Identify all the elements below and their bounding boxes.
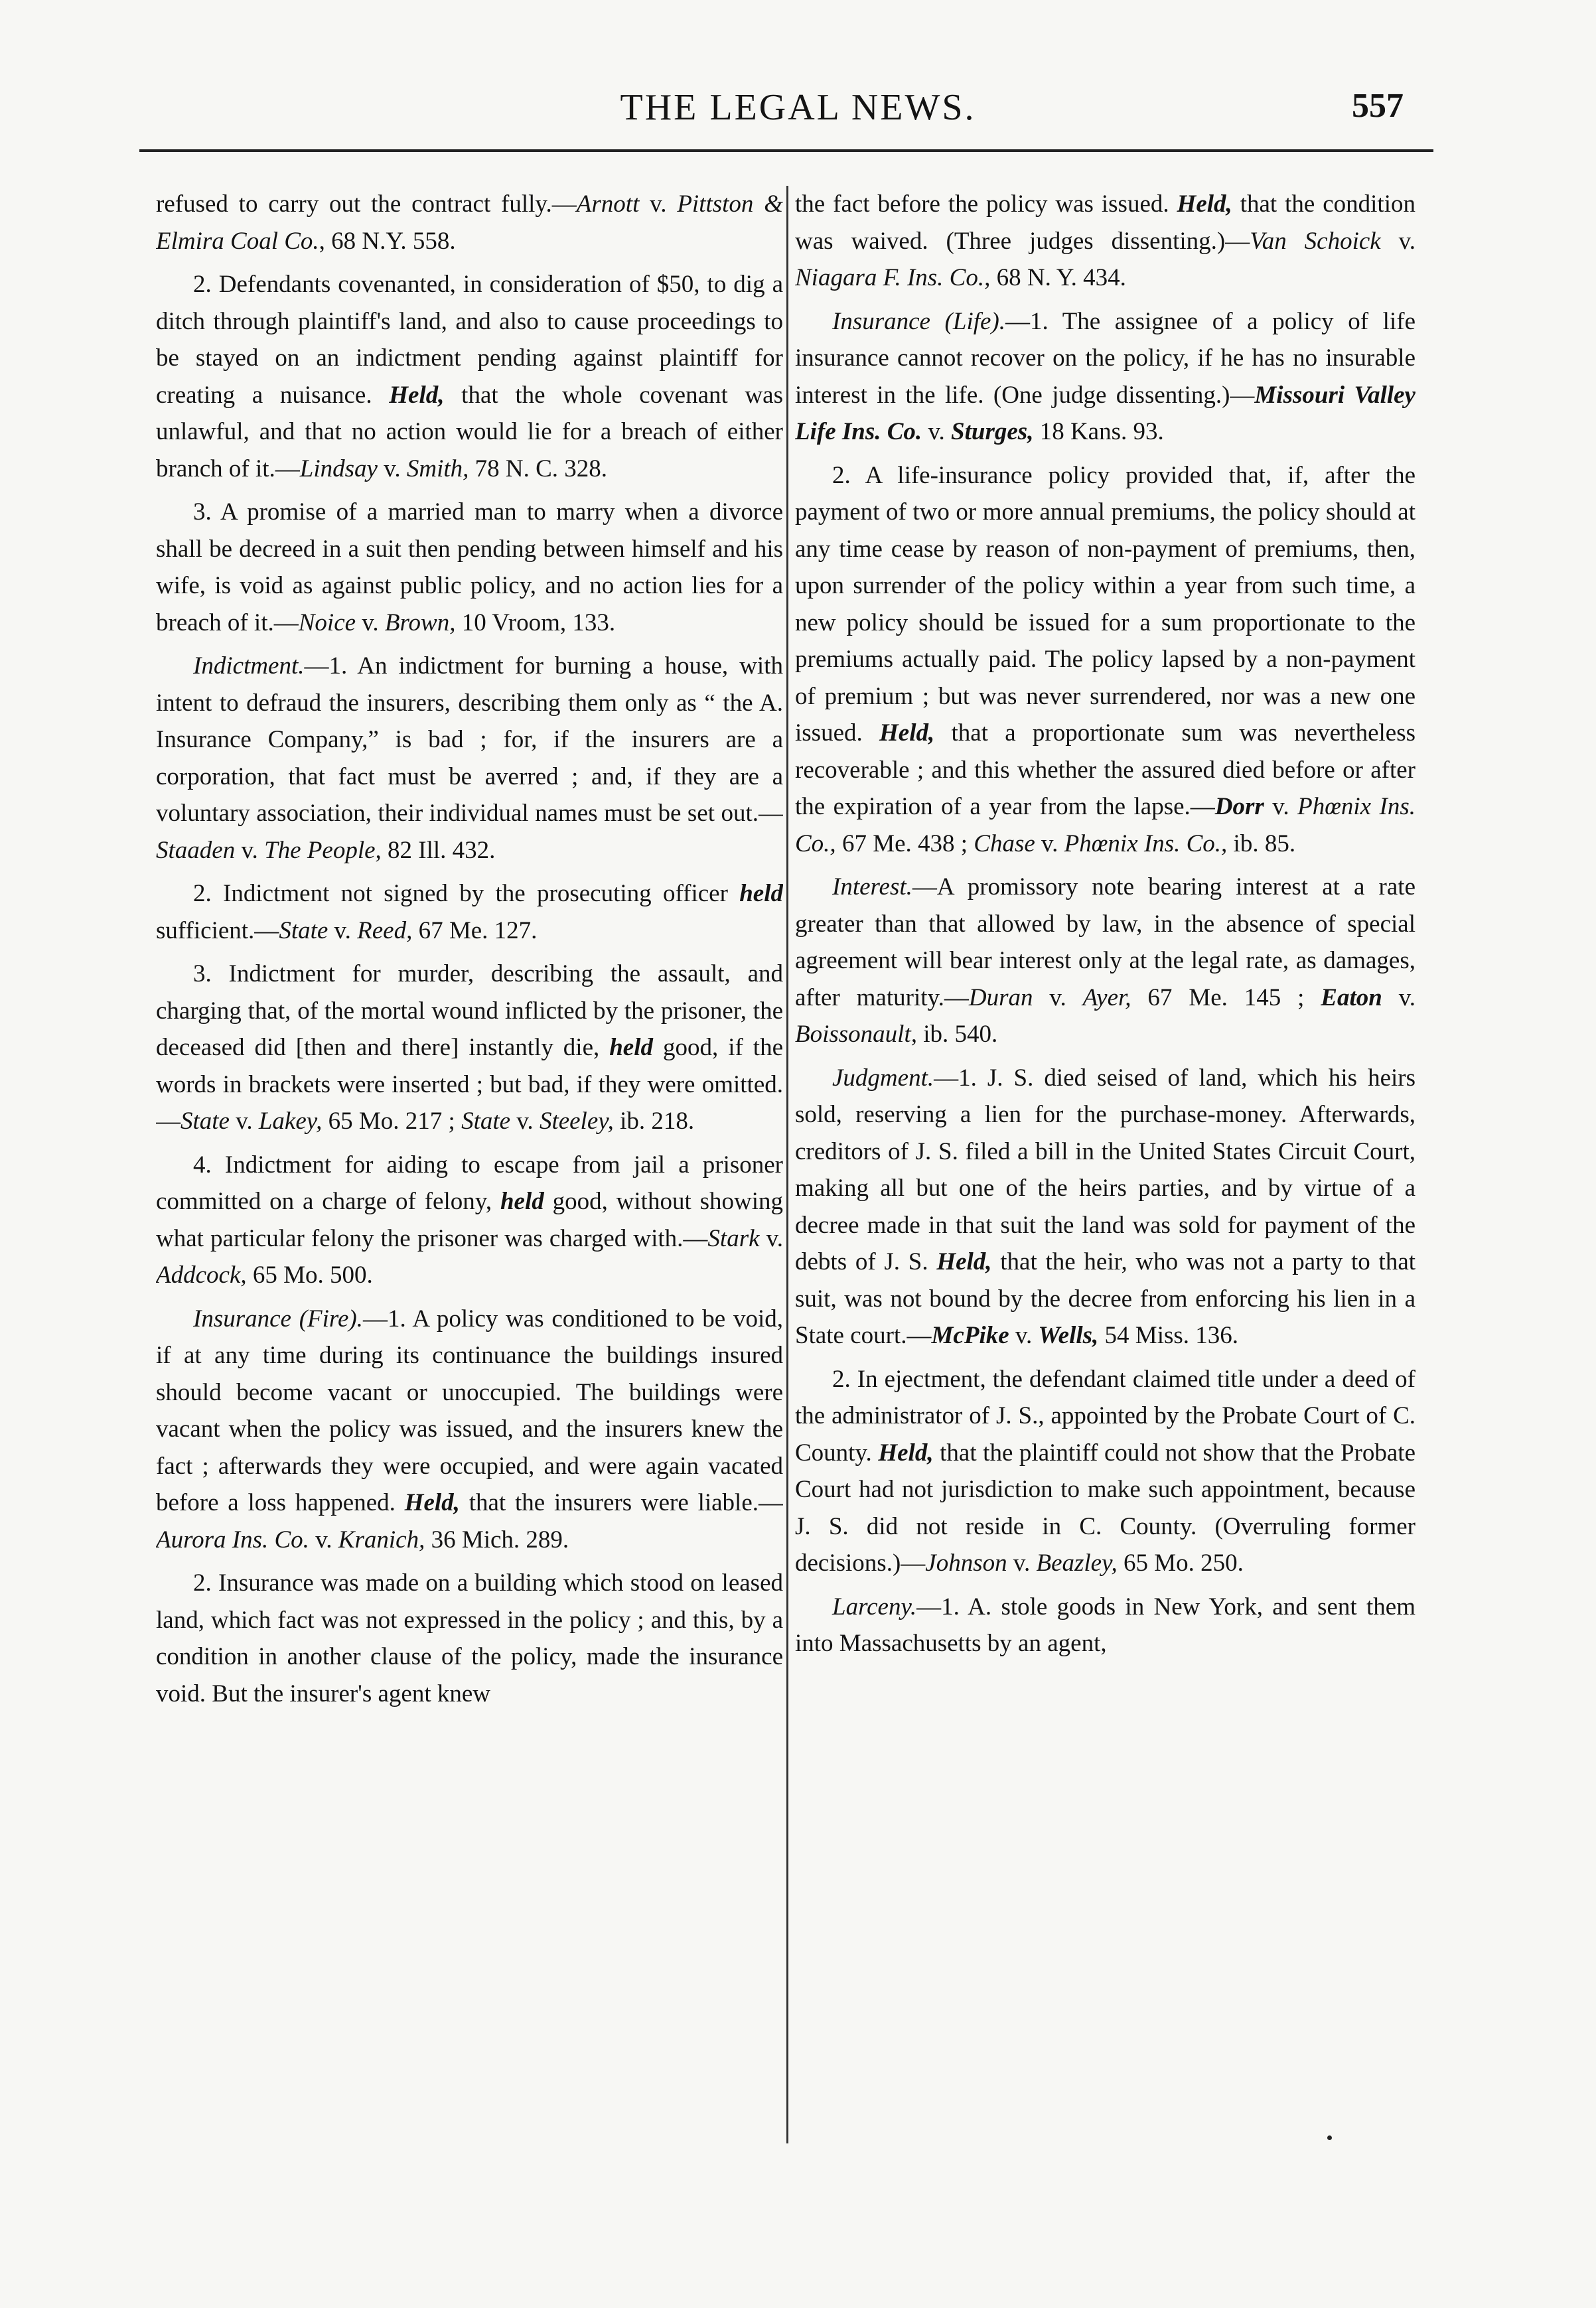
paragraph: 2. Insurance was made on a building which stood on leased land, which fact was not expressed in the policy ; and this, by a condition in another clause of the policy, made the insurance void. But the insurer's agent knew <box>156 1569 783 1707</box>
section-heading: Larceny. <box>832 1593 917 1621</box>
paragraph: 2. A life-insurance policy provided that, if, after the payment of two or more annual premiums, the policy should at any time cease by reason of non-payment of premiums, then, upon surrender of the policy within a year from such time, a new policy should be issued for a sum proportionate to the premiums actually paid. The policy lapsed by a non-payment of premium ; but was never surrendered, nor was a new one issued. Held, that a proportionate sum was nevertheless recoverable ; and this whether the assured died before or after the expiration of a year from the lapse.—Dorr v. Phœnix Ins. Co., 67 Me. 438 ; Chase v. Phœnix Ins. Co., ib. 85. <box>795 461 1415 857</box>
page-header <box>0 86 1596 153</box>
section-heading: Interest. <box>832 873 912 901</box>
paragraph: 2. Defendants covenanted, in consideration of $50, to dig a ditch through plaintiff's land, and also to cause proceedings to be stayed on an indictment pending against plaintiff for creating a nuisance. Held, that the whole covenant was unlawful, and that no action would lie for a breach of either branch of it.—Lindsay v. Smith, 78 N. C. 328. <box>156 271 783 482</box>
paragraph: the fact before the policy was issued. Held, that the condition was waived. (Three judges dissenting.)—Van Schoick v. Niagara F. Ins. Co., 68 N. Y. 434. <box>795 190 1415 291</box>
paragraph: 2. Indictment not signed by the prosecuting officer held sufficient.—State v. Reed, 67 Me. 127. <box>156 880 783 944</box>
section-heading: Judgment. <box>832 1064 934 1092</box>
header-rule <box>139 149 1433 152</box>
section-heading: Indictment. <box>193 652 305 680</box>
paragraph: Larceny.—1. A. stole goods in New York, and sent them into Massachusetts by an agent, <box>795 1593 1415 1657</box>
ink-mark <box>1327 2135 1332 2140</box>
paragraph: Insurance (Life).—1. The assignee of a policy of life insurance cannot recover on the policy, if he has no insurable interest in the life. (One judge dissenting.)—Missouri Valley Life Ins. Co. v. Sturges, 18 Kans. 93. <box>795 307 1415 445</box>
page-title: THE LEGAL NEWS. <box>620 87 976 128</box>
paragraph: 4. Indictment for aiding to escape from jail a prisoner committed on a charge of felony, held good, without showing what particular felony the prisoner was charged with.—Stark v. Addcock, 65 Mo. 500. <box>156 1151 783 1289</box>
paragraph: 3. A promise of a married man to marry when a divorce shall be decreed in a suit then pending between himself and his wife, is void as against public policy, and no action lies for a breach of it.—Noice v. Brown, 10 Vroom, 133. <box>156 498 783 636</box>
paragraph: Insurance (Fire).—1. A policy was conditioned to be void, if at any time during its continuance the buildings insured should become vacant or unoccupied. The buildings were vacant when the policy was issued, and the insurers knew the fact ; afterwards they were occupied, and were again vacated before a loss happened. Held, that the insurers were liable.—Aurora Ins. Co. v. Kranich, 36 Mich. 289. <box>156 1305 783 1553</box>
paragraph: refused to carry out the contract fully.—Arnott v. Pittston & Elmira Coal Co., 68 N.Y. 558. <box>156 190 783 255</box>
paragraph: 2. In ejectment, the defendant claimed title under a deed of the administrator of J. S., appointed by the Probate Court of C. County. Held, that the plaintiff could not show that the Probate Court had not jurisdiction to make such appointment, because J. S. did not reside in C. County. (Overruling former decisions.)—Johnson v. Beazley, 65 Mo. 250. <box>795 1365 1415 1577</box>
column-divider <box>786 186 788 2143</box>
page-number: 557 <box>1352 87 1404 125</box>
left-column <box>156 186 783 2210</box>
paragraph: Interest.—A promissory note bearing interest at a rate greater than that allowed by law, in the absence of special agreement will bear interest only at the legal rate, as damages, after maturity.—Duran v. Ayer, 67 Me. 145 ; Eaton v. Boissonault, ib. 540. <box>795 873 1415 1048</box>
right-column <box>795 186 1415 2210</box>
paragraph: Indictment.—1. An indictment for burning a house, with intent to defraud the insurers, describing them only as “ the A. Insurance Company,” is bad ; for, if the insurers are a corporation, that fact must be averred ; and, if they are a voluntary association, their individual names must be set out.—Staaden v. The People, 82 Ill. 432. <box>156 652 783 864</box>
paragraph: Judgment.—1. J. S. died seised of land, which his heirs sold, reserving a lien for the purchase-money. Afterwards, creditors of J. S. filed a bill in the United States Circuit Court, making all but one of the heirs parties, and by virtue of a decree made in that suit the land was sold for payment of the debts of J. S. Held, that the heir, who was not a party to that suit, was not bound by the decree from enforcing his lien in a State court.—McPike v. Wells, 54 Miss. 136. <box>795 1064 1415 1349</box>
section-heading: Insurance (Fire). <box>193 1305 363 1333</box>
section-heading: Insurance (Life). <box>832 307 1006 335</box>
paragraph: 3. Indictment for murder, describing the assault, and charging that, of the mortal wound inflicted by the prisoner, the deceased did [then and there] instantly die, held good, if the words in brackets were inserted ; but bad, if they were omitted.—State v. Lakey, 65 Mo. 217 ; State v. Steeley, ib. 218. <box>156 960 783 1135</box>
